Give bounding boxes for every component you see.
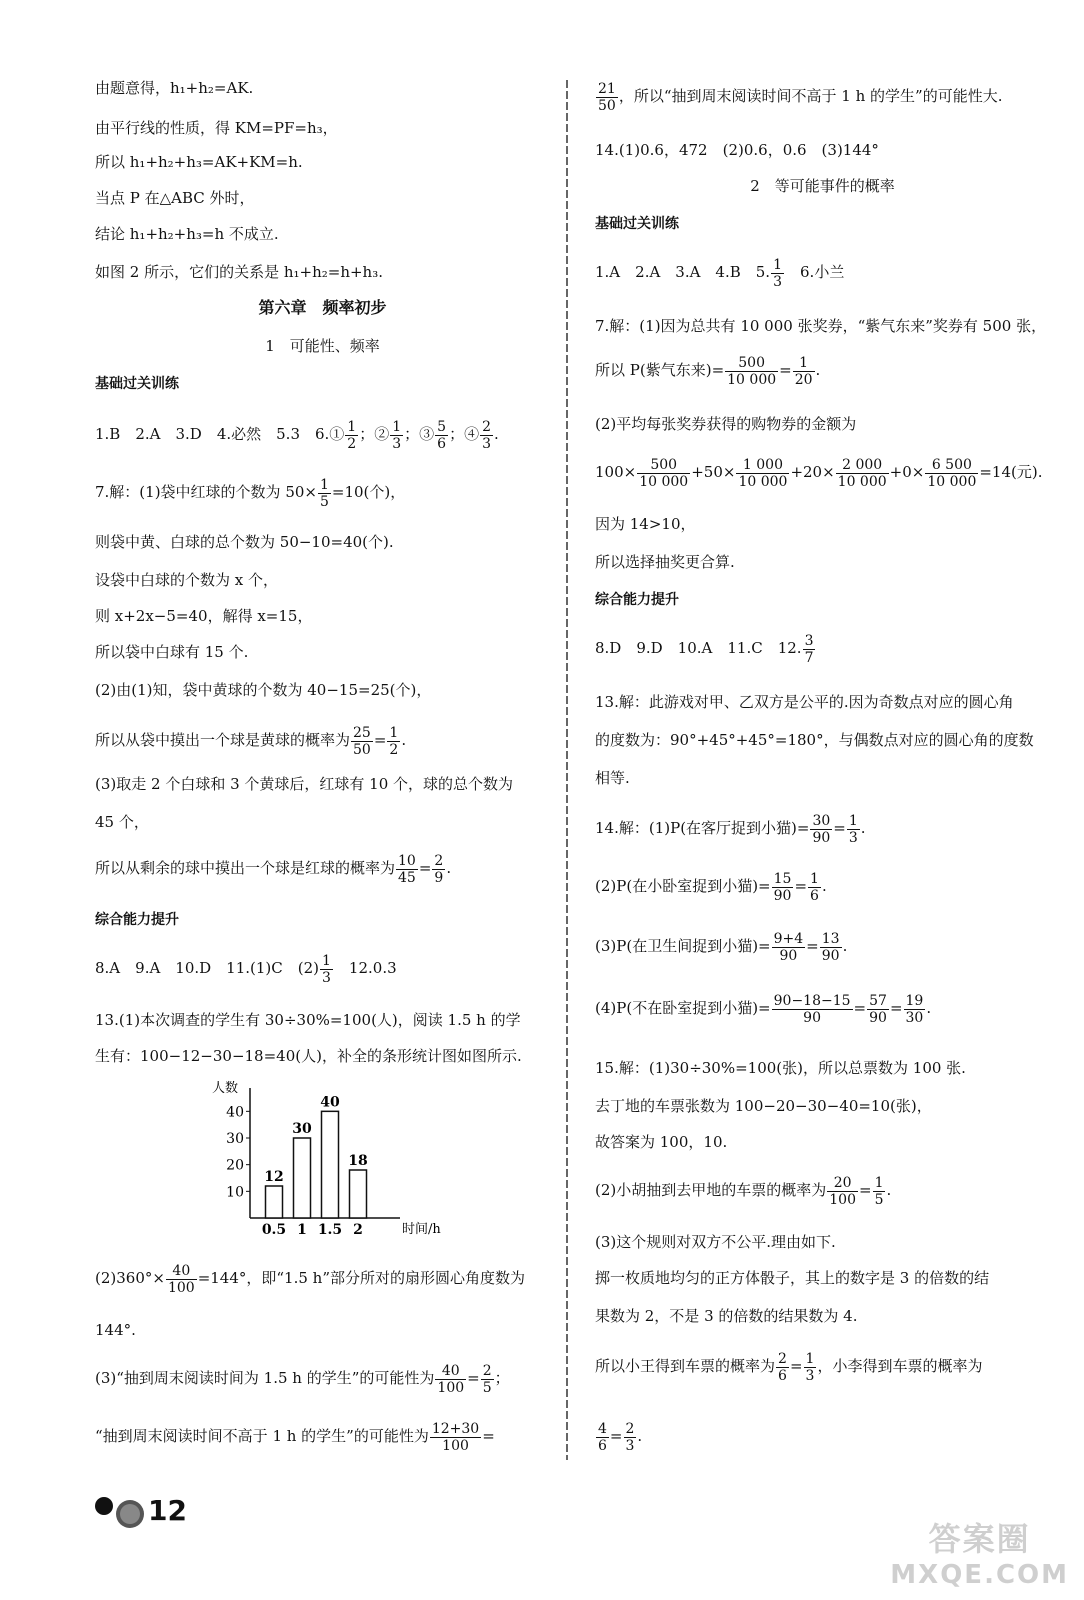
answers-8-12: 8.A 9.A 10.D 11.(1)C (2) $\frac{1}{3}$ 12.0.3 xyxy=(95,952,397,986)
text-line: 13.(1)本次调查的学生有 30÷30%=100(人)，阅读 1.5 h 的学 xyxy=(95,1011,521,1029)
text-line: 由平行线的性质，得 KM=PF=h₃， xyxy=(95,119,338,137)
page-number: 12 xyxy=(148,1494,187,1527)
fraction: $\frac{30}{90}$ xyxy=(812,812,831,846)
fraction: $\frac{20}{100}$ xyxy=(829,1174,856,1208)
fraction: $\frac{9+4}{90}$ xyxy=(773,930,804,964)
fraction: $\frac{15}{90}$ xyxy=(773,870,792,904)
bar-value-label: 30 xyxy=(292,1121,312,1137)
fraction: $\frac{12+30}{100}$ xyxy=(431,1420,480,1454)
text-line: 故答案为 100，10. xyxy=(595,1133,728,1151)
y-tick-label: 20 xyxy=(226,1157,244,1174)
text-line: 生有：100−12−30−18=40(人)，补全的条形统计图如图所示. xyxy=(95,1047,522,1065)
x-tick-label: 0.5 xyxy=(261,1222,287,1238)
fraction: $\frac{40}{100}$ xyxy=(167,1262,195,1296)
fraction: $\frac{25}{50}$ xyxy=(353,724,371,758)
text-line: (2)由(1)知，袋中黄球的个数为 40−15=25(个)， xyxy=(95,681,432,699)
text-line: 13.解：此游戏对甲、乙双方是公平的.因为奇数点对应的圆心角 xyxy=(595,693,1014,711)
fraction: $\frac{1}{3}$ xyxy=(322,952,331,986)
q13-2: (2)360°× $\frac{40}{100}$ =144°，即“1.5 h”部分所对的扇形圆心角度数为 xyxy=(95,1262,526,1296)
text-line: 相等. xyxy=(595,769,630,787)
text-line: 果数为 2，不是 3 的倍数的结果数为 4. xyxy=(595,1307,858,1325)
q14-4: (4)P(不在卧室捉到小猫)= $\frac{90-18-15}{90}$ = $\frac{57}{90}$ = $\frac{19}{30}$ . xyxy=(595,992,932,1026)
chapter-title: 第六章 频率初步 xyxy=(258,298,387,317)
text-line: 所以 h₁+h₂+h₃=AK+KM=h. xyxy=(95,153,303,171)
column-divider xyxy=(566,80,568,1460)
text-line: 所以袋中白球有 15 个. xyxy=(95,643,249,661)
subsection-heading: 综合能力提升 xyxy=(95,912,179,928)
fraction: $\frac{1}{6}$ xyxy=(810,870,819,904)
x-axis-label: 时间/h xyxy=(402,1222,441,1237)
answers-8-12: 8.D 9.D 10.A 11.C 12. $\frac{3}{7}$ xyxy=(595,632,814,666)
text-line: 设袋中白球的个数为 x 个， xyxy=(95,571,278,589)
answers-1-6: 1.B 2.A 3.D 4.必然 5.3 6.① $\frac{1}{2}$ ；② $\frac{1}{3}$ ；③ $\frac{5}{6}$ ；④ $\frac{2}{3}$ . xyxy=(95,418,499,452)
text-line: 由题意得，h₁+h₂=AK. xyxy=(95,79,254,97)
q13-3b: “抽到周末阅读时间不高于 1 h 的学生”的可能性为 $\frac{12+30}{100}$ = xyxy=(95,1420,495,1454)
y-axis-label: 人数 xyxy=(211,1081,238,1096)
q7-expected: 100× $\frac{500}{10 000}$ +50× $\frac{1 000}{10 000}$ +20× $\frac{2 000}{10 000}$ +0× $\frac{6 500}{10 000}$ =14(元). xyxy=(595,456,1043,490)
bar xyxy=(322,1111,339,1218)
y-tick-label: 30 xyxy=(226,1131,244,1147)
fraction: $\frac{6 500}{10 000}$ xyxy=(927,456,977,490)
text-line: 掷一枚质地均匀的正方体骰子，其上的数字是 3 的倍数的结 xyxy=(595,1269,990,1287)
section-title: 2 等可能事件的概率 xyxy=(750,177,895,195)
text-line: 结论 h₁+h₂+h₃=h 不成立. xyxy=(95,225,279,243)
fraction: $\frac{1}{3}$ xyxy=(848,812,858,846)
fraction: $\frac{1}{3}$ xyxy=(773,256,783,290)
fraction: $\frac{21}{50}$ xyxy=(598,80,616,114)
fraction: $\frac{2}{9}$ xyxy=(434,852,444,886)
fraction: $\frac{4}{6}$ xyxy=(598,1420,607,1454)
bar-value-label: 40 xyxy=(320,1094,340,1111)
q7-yellow-prob: 所以从袋中摸出一个球是黄球的概率为 $\frac{25}{50}$ = $\frac{1}{2}$ . xyxy=(95,724,407,758)
fraction: $\frac{1}{5}$ xyxy=(874,1174,884,1208)
x-tick-label: 2 xyxy=(353,1222,363,1238)
text-line: 因为 14>10， xyxy=(595,515,696,533)
bar-value-label: 18 xyxy=(348,1153,368,1169)
q14-2: (2)P(在小卧室捉到小猫)= $\frac{15}{90}$ = $\frac{1}{6}$ . xyxy=(595,870,827,904)
fraction: $\frac{5}{6}$ xyxy=(437,418,447,452)
text-line: (3)取走 2 个白球和 3 个黄球后，红球有 10 个，球的总个数为 xyxy=(95,775,514,793)
bar-value-label: 12 xyxy=(264,1169,284,1185)
q14-3: (3)P(在卫生间捉到小猫)= $\frac{9+4}{90}$ = $\frac{13}{90}$ . xyxy=(595,930,848,964)
fraction: $\frac{1}{5}$ xyxy=(319,476,329,510)
fraction: $\frac{1}{20}$ xyxy=(794,354,813,388)
fraction: $\frac{3}{7}$ xyxy=(804,632,814,666)
x-tick-label: 1.5 xyxy=(317,1222,343,1238)
fraction: $\frac{1}{3}$ xyxy=(392,418,402,452)
fraction: $\frac{57}{90}$ xyxy=(869,992,887,1026)
q14-1: 14.解：(1)P(在客厅捉到小猫)= $\frac{30}{90}$ = $\frac{1}{3}$ . xyxy=(595,812,866,846)
q7-line1: 7.解：(1)袋中红球的个数为 50× $\frac{1}{5}$ =10(个)， xyxy=(95,476,406,510)
fraction: $\frac{2}{5}$ xyxy=(482,1362,492,1396)
text-line: 则袋中黄、白球的总个数为 50−10=40(个). xyxy=(95,533,394,551)
fraction: $\frac{10}{45}$ xyxy=(398,852,416,886)
watermark xyxy=(890,1514,1069,1590)
q13-3: (3)“抽到周末阅读时间为 1.5 h 的学生”的可能性为 $\frac{40}{100}$ = $\frac{2}{5}$ ； xyxy=(95,1362,510,1396)
text-line: 15.解：(1)30÷30%=100(张)，所以总票数为 100 张. xyxy=(595,1059,966,1077)
y-tick-label: 40 xyxy=(226,1104,244,1121)
fraction: $\frac{13}{90}$ xyxy=(821,930,840,964)
watermark-top: 答案圈 xyxy=(928,1520,1031,1558)
q7-prob: 所以 P(紫气东来)= $\frac{500}{10 000}$ = $\frac{1}{20}$ . xyxy=(595,354,821,388)
page-number-badge xyxy=(92,1490,202,1538)
fraction: $\frac{1 000}{10 000}$ xyxy=(738,456,788,490)
bar xyxy=(266,1186,283,1218)
bar xyxy=(350,1170,367,1218)
text-line: 当点 P 在△ABC 外时， xyxy=(95,189,255,207)
text-line: 则 x+2x−5=40，解得 x=15， xyxy=(95,607,313,625)
fraction: $\frac{1}{2}$ xyxy=(347,418,357,452)
q15-3b: $\frac{4}{6}$ = $\frac{2}{3}$ . xyxy=(598,1420,643,1454)
watermark-bottom: MXQE.COM xyxy=(890,1560,1069,1590)
text-line: 7.解：(1)因为总共有 10 000 张奖券，“紫气东来”奖券有 500 张， xyxy=(595,317,1047,335)
subsection-heading: 综合能力提升 xyxy=(595,592,679,608)
fraction: $\frac{1}{2}$ xyxy=(389,724,399,758)
fraction: $\frac{2}{6}$ xyxy=(778,1350,787,1384)
answers-1-6: 1.A 2.A 3.A 4.B 5. $\frac{1}{3}$ 6.小兰 xyxy=(595,256,845,290)
text-line: 144°. xyxy=(95,1321,136,1339)
text-line: 如图 2 所示，它们的关系是 h₁+h₂=h+h₃. xyxy=(95,263,384,281)
fraction: $\frac{2}{3}$ xyxy=(482,418,492,452)
q15-2: (2)小胡抽到去甲地的车票的概率为 $\frac{20}{100}$ = $\frac{1}{5}$ . xyxy=(595,1174,892,1208)
section-title: 1 可能性、频率 xyxy=(265,337,380,355)
text-line: 去丁地的车票张数为 100−20−30−40=10(张)， xyxy=(595,1097,932,1115)
text-line: 的度数为：90°+45°+45°=180°，与偶数点对应的圆心角的度数 xyxy=(595,731,1034,749)
text-line: 45 个， xyxy=(95,813,149,831)
subsection-heading: 基础过关训练 xyxy=(95,376,179,392)
text-line: 14.(1)0.6，472 (2)0.6，0.6 (3)144° xyxy=(595,141,879,159)
q13-conclusion: $\frac{21}{50}$ ，所以“抽到周末阅读时间不高于 1 h 的学生”的可能性大. xyxy=(598,80,1003,114)
subsection-heading: 基础过关训练 xyxy=(595,216,679,232)
q15-3: 所以小王得到车票的概率为 $\frac{2}{6}$ = $\frac{1}{3}$ ，小李得到车票的概率为 xyxy=(595,1350,983,1384)
q7-red-prob: 所以从剩余的球中摸出一个球是红球的概率为 $\frac{10}{45}$ = $\frac{2}{9}$ . xyxy=(95,852,452,886)
text-line: 所以选择抽奖更合算. xyxy=(595,553,735,571)
fraction: $\frac{2 000}{10 000}$ xyxy=(837,456,887,490)
fraction: $\frac{1}{3}$ xyxy=(805,1350,815,1384)
fraction: $\frac{500}{10 000}$ xyxy=(727,354,777,388)
fraction: $\frac{19}{30}$ xyxy=(905,992,924,1026)
text-line: (3)这个规则对双方不公平.理由如下. xyxy=(595,1233,836,1251)
bar xyxy=(294,1138,311,1218)
fraction: $\frac{40}{100}$ xyxy=(437,1362,465,1396)
fraction: $\frac{90-18-15}{90}$ xyxy=(773,992,851,1026)
y-tick-label: 10 xyxy=(226,1184,244,1201)
bar-chart xyxy=(195,1080,515,1240)
fraction: $\frac{500}{10 000}$ xyxy=(639,456,689,490)
x-tick-label: 1 xyxy=(297,1222,307,1238)
fraction: $\frac{2}{3}$ xyxy=(625,1420,635,1454)
text-line: (2)平均每张奖券获得的购物券的金额为 xyxy=(595,415,857,433)
